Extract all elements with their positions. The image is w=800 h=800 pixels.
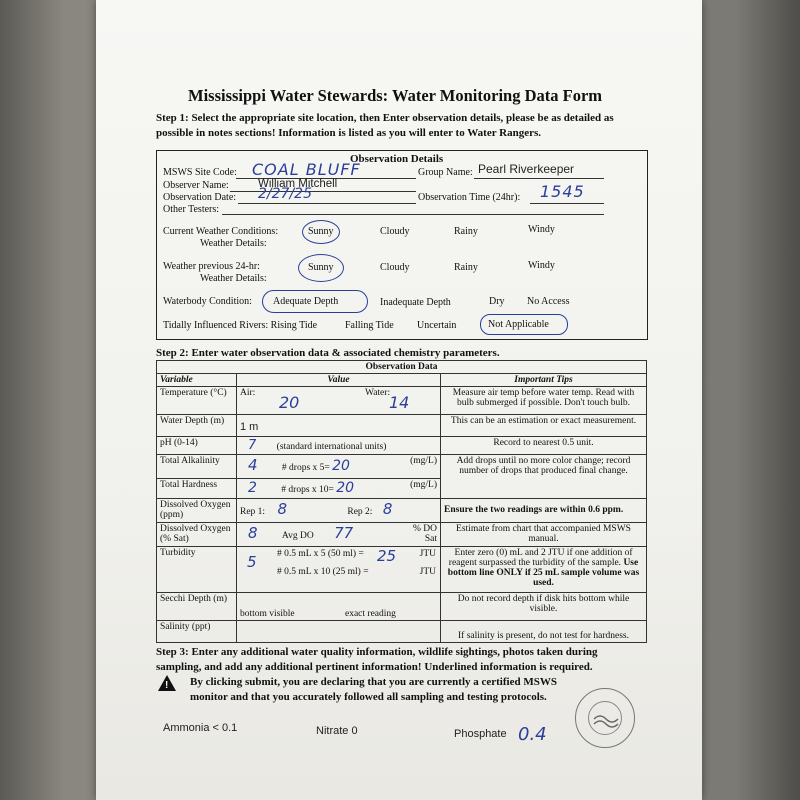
avg-do-label: Avg DO — [281, 531, 314, 541]
prev-weather-option-cloudy[interactable]: Cloudy — [380, 262, 410, 273]
secchi-opt2[interactable]: exact reading — [345, 609, 396, 619]
turbidity-label: Turbidity — [157, 547, 237, 593]
date-line — [238, 203, 416, 204]
warning-exclamation-icon: ! — [165, 680, 169, 691]
tidal-option-not-applicable[interactable]: Not Applicable — [488, 319, 549, 330]
time-label: Observation Time (24hr): — [418, 192, 521, 203]
date-label: Observation Date: — [163, 192, 237, 203]
do-sat-unit: % DO Sat — [412, 524, 437, 544]
ph-tip: Record to nearest 0.5 unit. — [441, 437, 647, 455]
waterbody-option-dry[interactable]: Dry — [489, 296, 505, 307]
step1-line2: possible in notes sections! Information is listed as you will enter to Water Rangers. — [156, 127, 542, 139]
tidal-option-falling[interactable]: Falling Tide — [345, 320, 394, 331]
table-row — [157, 455, 647, 479]
temperature-cell — [237, 387, 441, 415]
water-value[interactable]: 14 — [389, 393, 410, 412]
col-value: Value — [237, 374, 441, 387]
group-name-line — [474, 178, 604, 179]
date-value[interactable]: 2/27/25 — [258, 186, 312, 202]
tidal-option-uncertain[interactable]: Uncertain — [417, 320, 457, 331]
prev-weather-option-windy[interactable]: Windy — [528, 260, 555, 271]
do-sat-cell — [237, 523, 441, 547]
turbidity-unit2: JTU — [419, 567, 436, 577]
warning-line2: monitor and that you accurately followed all sampling and testing protocols. — [190, 691, 547, 703]
observation-details-heading: Observation Details — [350, 153, 444, 165]
group-name-label: Group Name: — [418, 167, 473, 178]
alkalinity-formula: # drops x 5= — [281, 463, 330, 473]
ph-units: (standard international units) — [276, 442, 387, 452]
depth-label: Water Depth (m) — [157, 415, 237, 437]
alkalinity-cell — [237, 455, 441, 479]
turbidity-unit1: JTU — [419, 549, 436, 559]
temperature-label: Temperature (°C) — [157, 387, 237, 415]
hardness-formula: # drops x 10= — [281, 485, 334, 495]
page-title: Mississippi Water Stewards: Water Monitoring Data Form — [188, 86, 603, 105]
col-variable: Variable — [157, 374, 237, 387]
table-row — [157, 415, 647, 437]
do-sat-tip: Estimate from chart that accompanied MSWS manual. — [441, 523, 647, 547]
secchi-label: Secchi Depth (m) — [157, 593, 237, 621]
salinity-value[interactable] — [237, 621, 441, 643]
table-row — [157, 593, 647, 621]
secchi-opt1[interactable]: bottom visible — [240, 609, 295, 619]
time-value[interactable]: 1545 — [540, 182, 585, 201]
water-label: Water: — [365, 388, 391, 398]
prev-weather-option-rainy[interactable]: Rainy — [454, 262, 478, 273]
ph-value[interactable]: 7 — [248, 438, 257, 453]
hardness-result[interactable]: 20 — [336, 480, 355, 496]
air-label: Air: — [240, 388, 256, 398]
ph-label: pH (0-14) — [157, 437, 237, 455]
prev-weather-option-sunny[interactable]: Sunny — [308, 262, 334, 273]
msws-seal-logo — [575, 688, 635, 748]
table-row — [157, 387, 647, 415]
hardness-label: Total Hardness — [157, 479, 237, 499]
warning-line1: By clicking submit, you are declaring that you are currently a certified MSWS — [190, 676, 557, 688]
tidal-label: Tidally Influenced Rivers: Rising Tide — [163, 320, 318, 331]
turbidity-formula1: # 0.5 mL x 5 (50 ml) = — [277, 549, 364, 559]
alkalinity-drops[interactable]: 4 — [248, 456, 258, 474]
observer-label: Observer Name: — [163, 180, 229, 191]
group-name-value[interactable]: Pearl Riverkeeper — [478, 162, 575, 176]
waterbody-label: Waterbody Condition: — [163, 296, 252, 307]
turbidity-cell — [237, 547, 441, 593]
phosphate-label: Phosphate — [454, 728, 507, 740]
site-code-label: MSWS Site Code: — [163, 167, 237, 178]
hardness-drops[interactable]: 2 — [248, 480, 257, 496]
alkalinity-label: Total Alkalinity — [157, 455, 237, 479]
temperature-tip: Measure air temp before water temp. Read with bulb submerged if possible. Don't touch bulb. — [441, 387, 647, 415]
other-testers-label: Other Testers: — [163, 204, 220, 215]
avg-do-value[interactable]: 77 — [334, 524, 354, 542]
depth-value[interactable]: 1 m — [237, 415, 441, 437]
salinity-label: Salinity (ppt) — [157, 621, 237, 643]
site-code-value[interactable]: COAL BLUFF — [252, 160, 361, 179]
weather-option-rainy[interactable]: Rainy — [454, 226, 478, 237]
rep1-value[interactable]: 8 — [277, 500, 287, 518]
ammonia-note[interactable]: Ammonia < 0.1 — [163, 722, 238, 734]
ph-cell — [237, 437, 441, 455]
rep2-value[interactable]: 8 — [382, 500, 393, 518]
step1-line1: Step 1: Select the appropriate site location, then Enter observation details, please be as detailed as — [156, 112, 614, 124]
current-weather-label: Current Weather Conditions: — [163, 226, 279, 237]
prev-weather-details-label: Weather Details: — [200, 273, 267, 284]
depth-tip: This can be an estimation or exact measurement. — [441, 415, 647, 437]
weather-option-windy[interactable]: Windy — [528, 224, 555, 235]
do-sat-value[interactable]: 8 — [248, 524, 258, 542]
table-row — [157, 547, 647, 593]
hardness-units: (mg/L) — [410, 480, 437, 490]
prev-weather-label: Weather previous 24-hr: — [163, 261, 260, 272]
alkalinity-result[interactable]: 20 — [332, 458, 350, 474]
turbidity-tip: Enter zero (0) mL and 2 JTU if one addition of reagent surpassed the turbidity of the sample. — [448, 548, 633, 568]
waterbody-option-inadequate[interactable]: Inadequate Depth — [380, 297, 451, 308]
observation-data-heading: Observation Data — [157, 361, 647, 374]
waterbody-option-no-access[interactable]: No Access — [527, 296, 570, 307]
step2-heading: Step 2: Enter water observation data & associated chemistry parameters. — [156, 347, 500, 359]
weather-option-sunny[interactable]: Sunny — [308, 226, 334, 237]
air-value[interactable]: 20 — [279, 393, 300, 412]
table-row — [157, 437, 647, 455]
table-row — [157, 523, 647, 547]
table-row — [157, 499, 647, 523]
hardness-cell — [237, 479, 441, 499]
step3-line2: sampling, and add any additional pertinent information! Underlined information is required. — [156, 661, 593, 673]
turbidity-formula2: # 0.5 mL x 10 (25 ml) = — [277, 567, 369, 577]
nitrate-note[interactable]: Nitrate 0 — [316, 725, 358, 737]
time-line — [530, 203, 604, 204]
turbidity-tip-cell — [441, 547, 647, 593]
rep1-label: Rep 1: — [240, 507, 266, 517]
do-ppm-tip: Ensure the two readings are within 0.6 ppm. — [441, 499, 647, 523]
turbidity-value[interactable]: 5 — [247, 553, 257, 571]
col-tips: Important Tips — [441, 374, 647, 387]
alkalinity-tip: Add drops until no more color change; record number of drops that produced final change. — [441, 455, 647, 499]
waterbody-option-adequate[interactable]: Adequate Depth — [273, 296, 339, 307]
turbidity-tip-bold: Use bottom line ONLY if 25 mL sample volume was used. — [447, 558, 640, 588]
salinity-tip: If salinity is present, do not test for hardness. — [441, 621, 647, 643]
observation-data-table — [156, 360, 647, 643]
other-testers-line — [222, 214, 604, 215]
current-weather-details-label: Weather Details: — [200, 238, 267, 249]
observer-value[interactable]: William Mitchell — [258, 178, 338, 190]
secchi-tip: Do not record depth if disk hits bottom while visible. — [441, 593, 647, 621]
weather-option-cloudy[interactable]: Cloudy — [380, 226, 410, 237]
do-sat-label: Dissolved Oxygen (% Sat) — [157, 523, 237, 547]
step3-line1: Step 3: Enter any additional water quality information, wildlife sightings, photos taken during — [156, 646, 598, 658]
secchi-cell — [237, 593, 441, 621]
turbidity-result1[interactable]: 25 — [377, 547, 397, 565]
do-ppm-cell — [237, 499, 441, 523]
seal-wave-icon — [576, 689, 634, 747]
table-row — [157, 621, 647, 643]
phosphate-value[interactable]: 0.4 — [518, 724, 547, 745]
rep2-label: Rep 2: — [347, 507, 373, 517]
do-ppm-label: Dissolved Oxygen (ppm) — [157, 499, 237, 523]
alkalinity-units: (mg/L) — [410, 456, 437, 466]
